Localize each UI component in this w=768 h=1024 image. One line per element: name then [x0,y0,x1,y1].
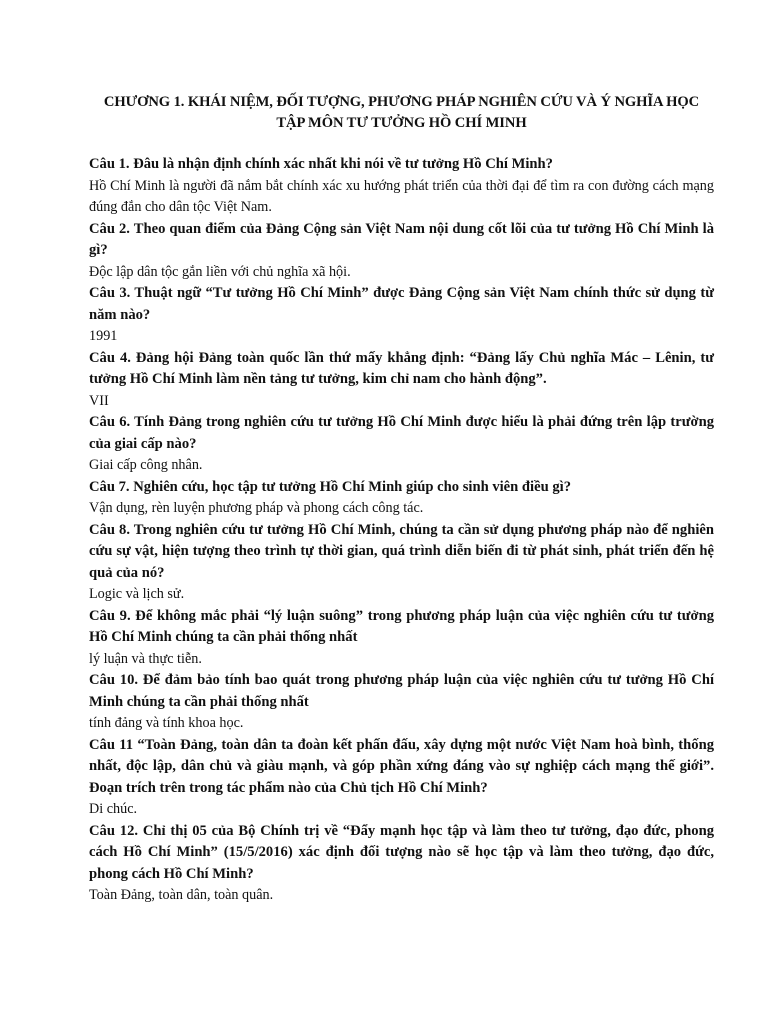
answer-text: Độc lập dân tộc gắn liền với chủ nghĩa xã hội. [89,263,351,280]
chapter-title-line-2: TẬP MÔN TƯ TƯỞNG HỒ CHÍ MINH [276,115,527,131]
question-text: Câu 11 “Toàn Đảng, toàn dân ta đoàn kết phấn đấu, xây dựng một nước Việt Nam hoà bình, thống nhất, độc lập, dân chủ và giàu mạnh, và góp phần xứng đáng vào sự nghiệp cách mạng thế giới”. Đoạn trích trên trong tác phẩm nào của Chủ tịch Hồ Chí Minh? [89,736,714,796]
answer-text: tính đảng và tính khoa học. [89,715,244,731]
answer-text: Logic và lịch sử. [89,586,185,602]
answer-text: Toàn Đảng, toàn dân, toàn quân. [89,887,274,903]
qa-item-9 [89,606,714,671]
question-text: Câu 9. Để không mắc phải “lý luận suông” trong phương pháp luận của việc nghiên cứu tư tưởng Hồ Chí Minh chúng ta cần phải thống nhất [89,607,714,645]
question-text: Câu 2. Theo quan điểm của Đảng Cộng sản Việt Nam nội dung cốt lõi của tư tưởng Hồ Chí Minh là gì? [89,220,714,258]
question-text: Câu 3. Thuật ngữ “Tư tưởng Hồ Chí Minh” được Đảng Cộng sản Việt Nam chính thức sử dụng từ năm nào? [89,285,714,323]
question-text: Câu 6. Tính Đảng trong nghiên cứu tư tưởng Hồ Chí Minh được hiểu là phải đứng trên lập trường của giai cấp nào? [89,414,714,452]
chapter-title-line-1: CHƯƠNG 1. KHÁI NIỆM, ĐỐI TƯỢNG, PHƯƠNG PHÁP NGHIÊN CỨU VÀ Ý NGHĨA HỌC [103,94,700,110]
qa-item-11 [89,735,714,821]
qa-item-3 [89,283,714,348]
question-text: Câu 10. Để đảm bảo tính bao quát trong phương pháp luận của việc nghiên cứu tư tưởng Hồ Chí Minh chúng ta cần phải thống nhất [89,672,714,710]
answer-text: Giai cấp công nhân. [89,457,203,473]
question-text: Câu 12. Chỉ thị 05 của Bộ Chính trị về “Đẩy mạnh học tập và làm theo tư tưởng, đạo đức, phong cách Hồ Chí Minh” (15/5/2016) xác định đối tượng nào sẽ học tập và làm theo tưởng, đạo đức, phong cách Hồ Chí Minh? [89,822,714,882]
document-page [89,92,714,907]
answer-text: VII [89,392,109,409]
qa-item-7 [89,477,714,520]
question-text: Câu 4. Đảng hội Đảng toàn quốc lần thứ mấy khẳng định: “Đảng lấy Chủ nghĩa Mác – Lênin, tư tưởng Hồ Chí Minh làm nền tảng tư tưởng, kim chỉ nam cho hành động”. [89,349,714,387]
question-text: Câu 7. Nghiên cứu, học tập tư tưởng Hồ Chí Minh giúp cho sinh viên điều gì? [89,478,571,495]
qa-item-10 [89,670,714,735]
answer-text: Vận dụng, rèn luyện phương pháp và phong cách công tác. [89,500,424,516]
answer-text: Hồ Chí Minh là người đã nắm bắt chính xác xu hướng phát triển của thời đại để tìm ra con đường cách mạng đúng đắn cho dân tộc Việt Nam. [89,177,714,215]
qa-item-4 [89,348,714,413]
qa-item-2 [89,219,714,284]
qa-item-1 [89,154,714,219]
answer-text: 1991 [89,328,118,344]
question-text: Câu 1. Đâu là nhận định chính xác nhất khi nói về tư tưởng Hồ Chí Minh? [89,156,553,172]
answer-text: lý luận và thực tiễn. [89,650,202,667]
qa-item-6 [89,412,714,477]
question-text: Câu 8. Trong nghiên cứu tư tưởng Hồ Chí Minh, chúng ta cần sử dụng phương pháp nào để nghiên cứu sự vật, hiện tượng theo trình tự thời gian, quá trình diễn biến đi từ phát sinh, phát triển đến hệ quả của nó? [89,521,714,581]
qa-item-8 [89,520,714,606]
chapter-title [89,92,714,134]
answer-text: Di chúc. [89,801,138,817]
qa-item-12 [89,821,714,907]
